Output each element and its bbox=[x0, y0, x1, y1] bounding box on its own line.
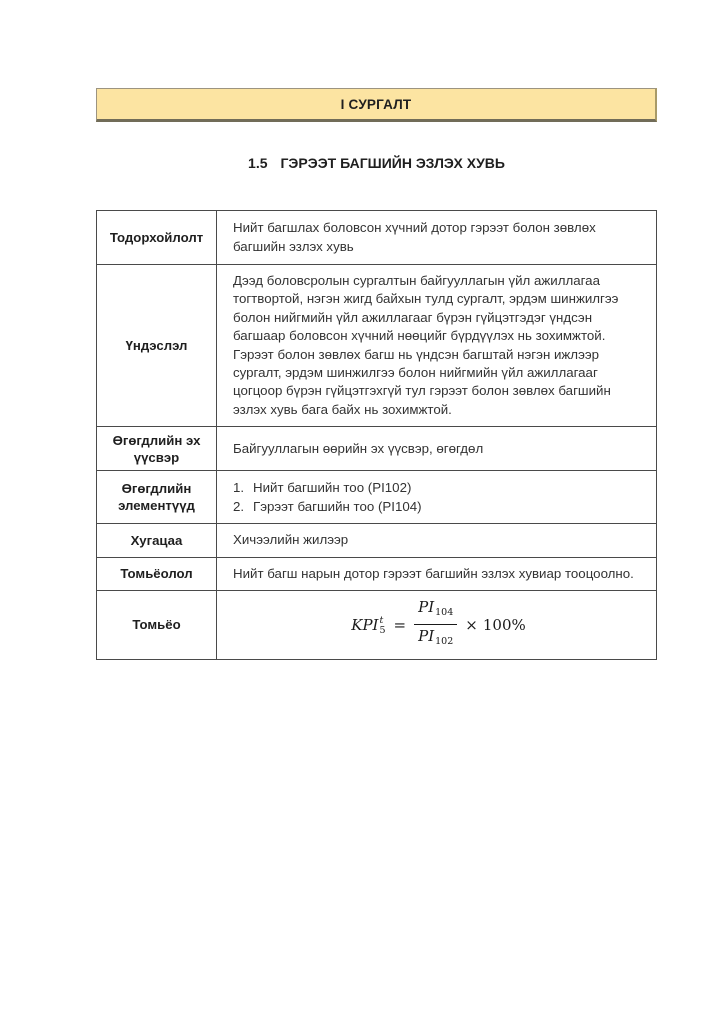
row-label: Өгөгдлийн эх үүсвэр bbox=[97, 427, 217, 470]
row-value bbox=[217, 591, 656, 659]
row-value bbox=[217, 524, 656, 556]
row-label: Үндэслэл bbox=[97, 265, 217, 426]
formula-lhs-supsub bbox=[379, 616, 385, 635]
row-label: Өгөгдлийн элементүүд bbox=[97, 471, 217, 523]
data-elements-list bbox=[217, 471, 656, 523]
item-number: 1. bbox=[233, 480, 245, 496]
table-row-formulation bbox=[97, 557, 656, 590]
fraction-numerator bbox=[414, 598, 457, 625]
formula-fraction bbox=[414, 598, 457, 652]
definition-text: Нийт багшлах боловсон хүчний дотор гэрээт болон зөвлөх багшийн эзлэх хувь bbox=[233, 220, 596, 254]
title-number: 1.5 bbox=[248, 155, 268, 171]
item-number: 2. bbox=[233, 499, 245, 515]
table-row-formula bbox=[97, 590, 656, 659]
item-text: Гэрээт багшийн тоо (PI104) bbox=[253, 499, 422, 515]
item-text: Нийт багшийн тоо (PI102) bbox=[253, 480, 412, 496]
formula-lhs-sup: t bbox=[379, 615, 384, 627]
numerator-base: PI bbox=[418, 598, 435, 617]
rationale-text: Дээд боловсролын сургалтын байгууллагын үйл ажиллагаа тогтвортой, нэгэн жигд байхын тулд сургалт, эрдэм шинжилгээ болон нийгмийн үйл ажиллагааг бүрэн гүйцэтгэдэг үндсэн багшаар боловсон хүчний нөөцийг бүрдүүлэх нь зохимжтой. Гэрээт болон зөвлөх багш нь үндсэн багштай нэгэн ижлээр сургалт, эрдэм шинжилгээ болон нийгмийн үйл ажиллагааг цогцоор бүрэн гүйцэтгэхгүй тул гэрээт болон зөвлөх багшийн эзлэх хувь бага байх нь зохимжтой. bbox=[233, 273, 619, 417]
denominator-base: PI bbox=[418, 627, 435, 646]
row-label: Томьёо bbox=[97, 591, 217, 659]
row-value bbox=[217, 211, 656, 264]
table-row-rationale bbox=[97, 264, 656, 426]
formula-times-sign: × bbox=[465, 615, 478, 634]
table-row-data-elements bbox=[97, 470, 656, 523]
table-row-data-source bbox=[97, 426, 656, 470]
list-item bbox=[233, 478, 644, 497]
denominator-sub: 102 bbox=[435, 636, 454, 648]
page-title bbox=[96, 155, 657, 171]
section-banner bbox=[96, 88, 657, 122]
table-row-period bbox=[97, 523, 656, 556]
period-text: Хичээлийн жилээр bbox=[233, 532, 349, 548]
row-value bbox=[217, 427, 656, 470]
list-item bbox=[233, 497, 644, 516]
row-label: Томьёолол bbox=[97, 558, 217, 590]
formula-equals: = bbox=[393, 615, 407, 634]
data-source-text: Байгууллагын өөрийн эх үүсвэр, өгөгдөл bbox=[233, 440, 484, 456]
fraction-denominator bbox=[418, 625, 453, 651]
table-row-definition bbox=[97, 211, 656, 264]
row-value bbox=[217, 265, 656, 426]
document-content bbox=[96, 88, 657, 660]
title-text: ГЭРЭЭТ БАГШИЙН ЭЗЛЭХ ХУВЬ bbox=[280, 155, 505, 171]
row-value bbox=[217, 558, 656, 590]
formula-lhs-sub: 5 bbox=[379, 624, 386, 636]
formula-lhs-base: KPI bbox=[351, 615, 379, 634]
section-banner-label: I СУРГАЛТ bbox=[340, 96, 412, 112]
kpi-definition-table bbox=[96, 210, 657, 660]
row-label: Хугацаа bbox=[97, 524, 217, 556]
kpi-formula bbox=[351, 598, 526, 652]
numerator-sub: 104 bbox=[435, 607, 454, 619]
formulation-text: Нийт багш нарын дотор гэрээт багшийн эзлэх хувиар тооцоолно. bbox=[233, 565, 634, 581]
row-label: Тодорхойлолт bbox=[97, 211, 217, 264]
formula-factor: 100% bbox=[482, 615, 526, 634]
